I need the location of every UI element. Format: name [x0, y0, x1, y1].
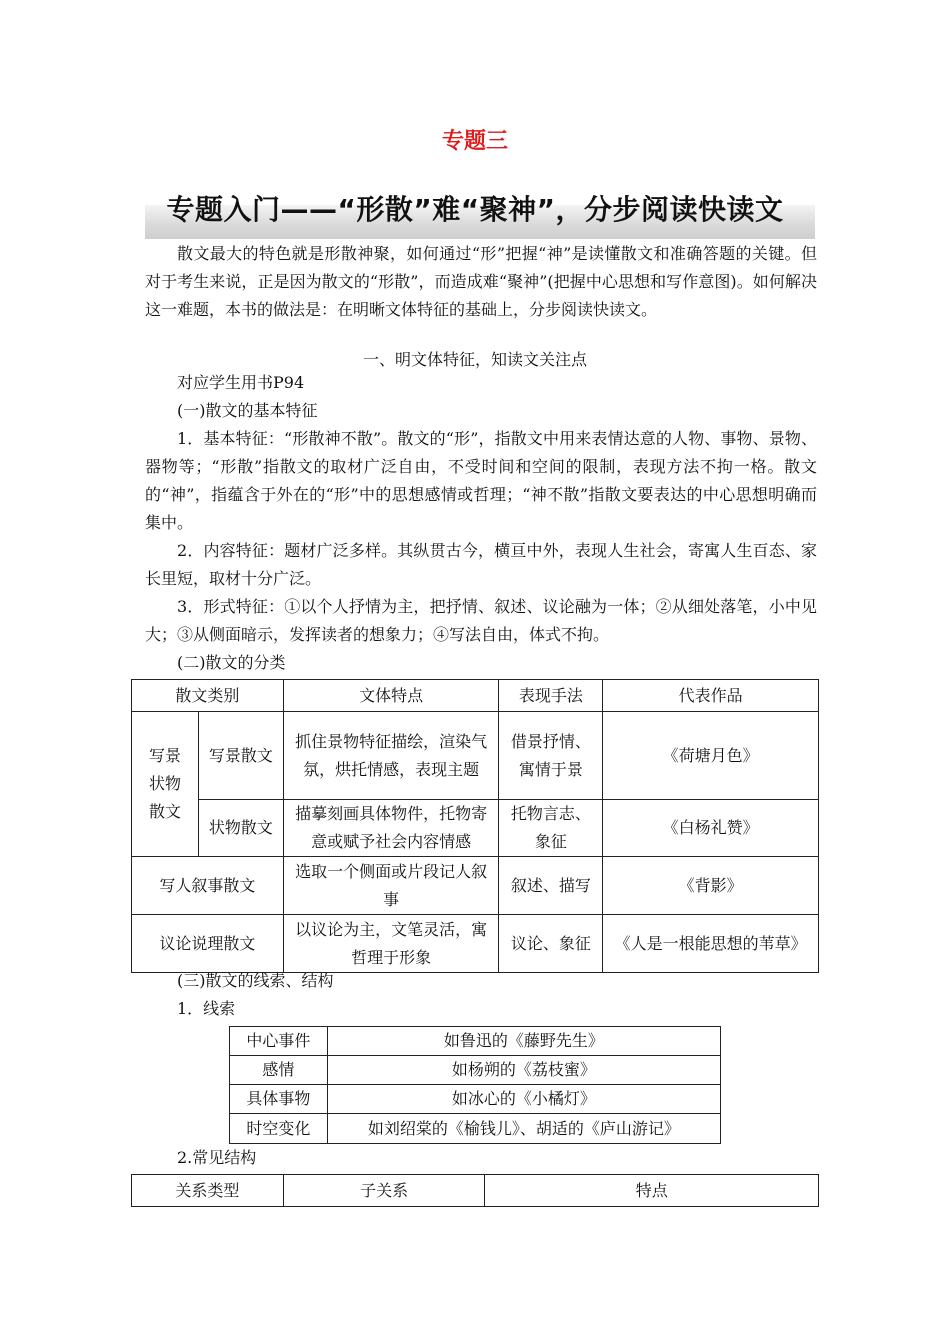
table-row — [230, 1027, 721, 1056]
reference-note: 对应学生用书P94 — [177, 373, 305, 392]
table-row — [132, 712, 819, 800]
feature-cell: 抓住景物特征描绘，渲染气氛，烘托情感，表现主题 — [283, 712, 499, 800]
paragraph-form-feature: 3．形式特征：①以个人抒情为主，把抒情、叙述、议论融为一体；②从细处落笔，小中见大；③从侧面暗示，发挥读者的想象力；④写法自由，体式不拘。 — [145, 597, 817, 644]
feature-cell: 以议论为主，文笔灵活，寓哲理于形象 — [283, 915, 499, 973]
structure-table — [131, 1174, 819, 1207]
table-header-cell: 子关系 — [283, 1175, 485, 1207]
method-cell: 议论、象征 — [499, 915, 603, 973]
table-header-row — [132, 680, 819, 712]
example-cell: 如鲁迅的《藤野先生》 — [327, 1027, 720, 1056]
classification-table — [131, 679, 819, 973]
table-row — [230, 1085, 721, 1114]
subsection-title: (三)散文的线索、结构 — [177, 971, 334, 990]
table-header-cell: 代表作品 — [603, 680, 819, 712]
table-header-cell: 关系类型 — [132, 1175, 284, 1207]
intro-paragraph: 散文最大的特色就是形散神聚，如何通过“形”把握“神”是读懂散文和准确答题的关键。但对于考生来说，正是因为散文的“形散”，而造成难“聚神”(把握中心思想和写作意图)。如何解决这一难题，本书的做法是：在明晰文体特征的基础上，分步阅读快读文。 — [145, 244, 817, 319]
table-row — [230, 1056, 721, 1085]
table-header-cell: 文体特点 — [283, 680, 499, 712]
section-title: 一、明文体特征，知读文关注点 — [362, 350, 587, 369]
paragraph-basic-feature: 1．基本特征：“形散神不散”。散文的“形”，指散文中用来表情达意的人物、事物、景物、器物等；“形散”指散文的取材广泛自由，不受时间和空间的限制，表现方法不拘一格。散文的“神”，指蕴含于外在的“形”中的思想感情或哲理；“神不散”指散文要表达的中心思想明确而集中。 — [145, 429, 817, 532]
example-cell: 如刘绍棠的《榆钱儿》、胡适的《庐山游记》 — [327, 1114, 720, 1144]
type-cell: 状物散文 — [198, 800, 283, 857]
feature-cell: 描摹刻画具体物件，托物寄意或赋予社会内容情感 — [283, 800, 499, 857]
table-row — [132, 915, 819, 973]
table-row — [230, 1114, 721, 1144]
clue-cell: 具体事物 — [230, 1085, 328, 1114]
example-cell: 如冰心的《小橘灯》 — [327, 1085, 720, 1114]
group-label-line: 写景 — [148, 746, 181, 765]
topic-title: 专题三 — [441, 129, 508, 154]
table-header-cell: 散文类别 — [132, 680, 284, 712]
clue-table — [229, 1026, 721, 1144]
work-cell: 《荷塘月色》 — [603, 712, 819, 800]
group-label-line: 状物 — [148, 774, 181, 793]
type-cell: 写景散文 — [198, 712, 283, 800]
table-row — [132, 800, 819, 857]
chapter-heading: 专题入门——“形散”难“聚神”，分步阅读快读文 — [166, 193, 784, 226]
table-row — [132, 857, 819, 915]
method-cell: 叙述、描写 — [499, 857, 603, 915]
clue-cell: 中心事件 — [230, 1027, 328, 1056]
subsection-title: (一)散文的基本特征 — [177, 401, 318, 420]
paragraph-content-feature: 2．内容特征：题材广泛多样。其纵贯古今，横亘中外，表现人生社会，寄寓人生百态、家长里短，取材十分广泛。 — [145, 541, 817, 588]
table-header-row — [132, 1175, 819, 1207]
work-cell: 《人是一根能思想的苇草》 — [603, 915, 819, 973]
method-cell: 托物言志、象征 — [499, 800, 603, 857]
feature-cell: 选取一个侧面或片段记人叙事 — [283, 857, 499, 915]
type-cell: 写人叙事散文 — [132, 857, 284, 915]
table-header-cell: 表现手法 — [499, 680, 603, 712]
type-cell: 议论说理散文 — [132, 915, 284, 973]
work-cell: 《白杨礼赞》 — [603, 800, 819, 857]
table-header-cell: 特点 — [485, 1175, 819, 1207]
method-cell: 借景抒情、寓情于景 — [499, 712, 603, 800]
structure-label: 2.常见结构 — [177, 1148, 257, 1167]
clue-cell: 时空变化 — [230, 1114, 328, 1144]
work-cell: 《背影》 — [603, 857, 819, 915]
group-label-cell — [132, 712, 199, 857]
example-cell: 如杨朔的《荔枝蜜》 — [327, 1056, 720, 1085]
subsection-title: (二)散文的分类 — [177, 653, 286, 672]
group-label-line: 散文 — [148, 802, 181, 821]
clue-label: 1．线索 — [177, 999, 236, 1018]
clue-cell: 感情 — [230, 1056, 328, 1085]
